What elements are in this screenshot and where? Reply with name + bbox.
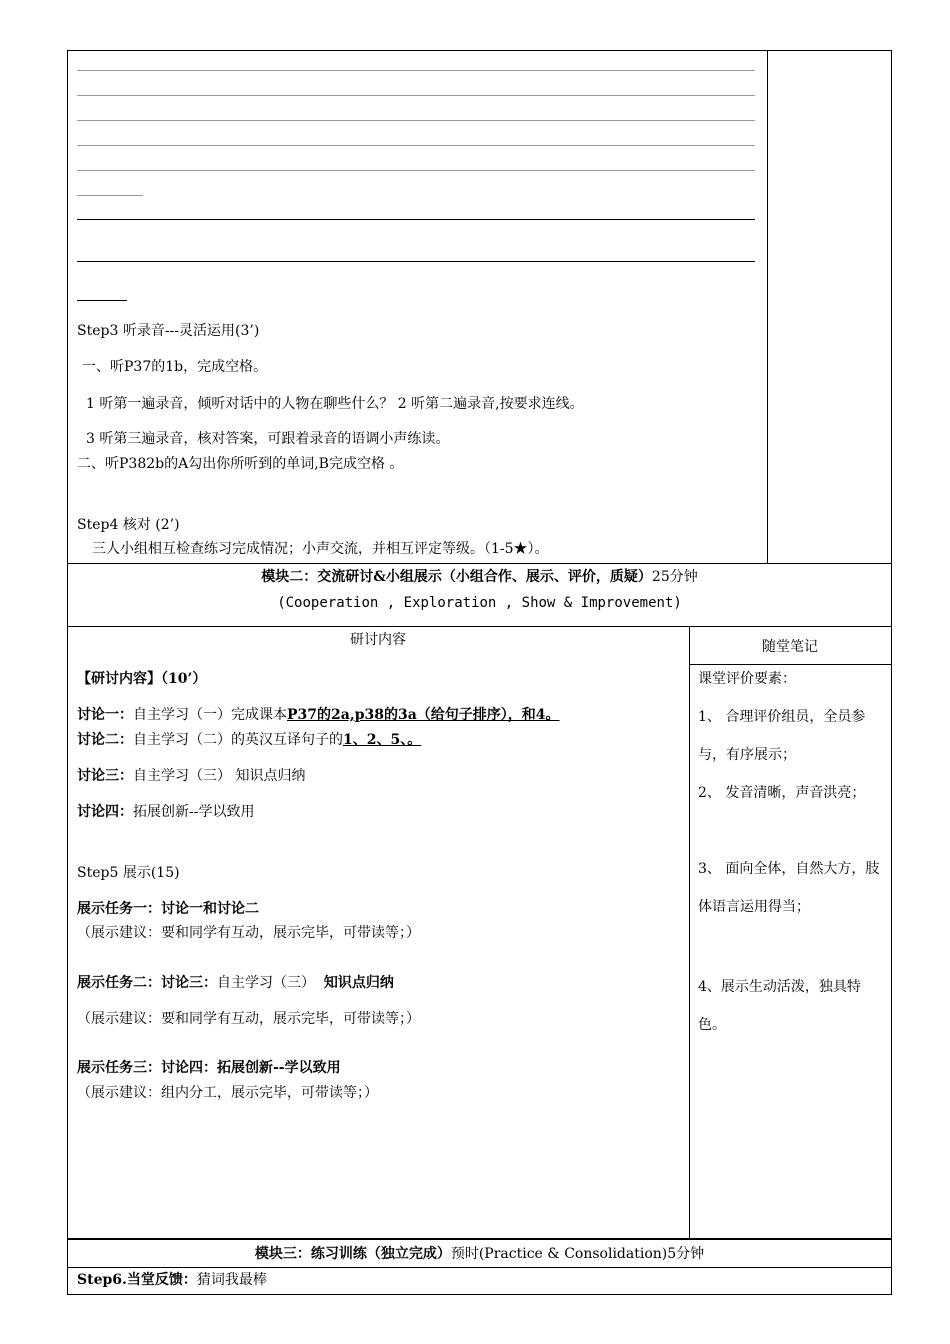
listen-task-1-steps: 1 听第一遍录音，倾听对话中的人物在聊些什么？ 2 听第二遍录音,按要求连线。 (86, 396, 584, 412)
section1-column-divider (767, 50, 768, 563)
writing-line (77, 170, 755, 171)
show-task-2-bold: 知识点归纳 (323, 975, 394, 991)
step4-text: 三人小组相互检查练习完成情况；小声交流，并相互评定等级。（1-5★）。 (92, 541, 549, 557)
table-top-border (67, 50, 892, 51)
listen-task-1: 一、听P37的1b，完成空格。 (82, 359, 268, 375)
discussion-2-underlined: 1、2、5、。 (343, 732, 422, 748)
writing-line (77, 145, 755, 146)
show-task-2-title (77, 974, 394, 992)
module2-column-header-bottom (689, 664, 891, 665)
note-item-2: 2、 发音清晰，声音洪亮； (698, 785, 866, 801)
column-header-notes: 随堂笔记 (762, 639, 818, 655)
step4-title: Step4 核对 (2’) (77, 517, 180, 533)
show-task-2-note: （展示建议：要和同学有互动，展示完毕，可带读等；） (77, 1011, 420, 1027)
show-task-2-label: 展示任务二：讨论三： (77, 975, 217, 991)
section1-bottom-border (67, 563, 892, 564)
discussion-1 (77, 706, 560, 724)
discussion-1-label: 讨论一： (77, 707, 133, 723)
column-header-content: 研讨内容 (350, 632, 406, 648)
writing-line (77, 95, 755, 96)
discussion-3-label: 讨论三： (77, 768, 133, 784)
table-bottom-border (67, 1294, 892, 1295)
module2-column-divider (689, 626, 690, 1238)
module2-subtitle: (Cooperation , Exploration , Show & Improvement) (277, 595, 682, 611)
discussion-4-text: 拓展创新--学以致用 (133, 804, 255, 820)
notes-title: 课堂评价要素： (698, 671, 796, 687)
writing-line (77, 195, 143, 196)
module2-header-bottom (67, 626, 892, 627)
writing-line (77, 219, 755, 220)
module3-header-bottom (67, 1267, 892, 1268)
discussion-3 (77, 767, 305, 785)
step6-text: 猜词我最棒 (196, 1272, 267, 1288)
note-item-4: 4、展示生动活泼，独具特色。 (698, 979, 861, 1033)
table-right-border (891, 50, 892, 1294)
discussion-1-text: 自主学习（一）完成课本 (133, 707, 287, 723)
show-task-3-title: 展示任务三：讨论四：拓展创新--学以致用 (77, 1060, 341, 1076)
show-task-1-title: 展示任务一：讨论一和讨论二 (77, 901, 259, 917)
note-item-1: 1、 合理评价组员，全员参与，有序展示； (698, 709, 866, 763)
discussion-3-text: 自主学习（三） 知识点归纳 (133, 768, 306, 784)
listen-task-2: 二、听P382b的A勾出你所听到的单词,B完成空格 。 (77, 456, 404, 472)
module3-title (67, 1245, 892, 1263)
discussion-2-text: 自主学习（二）的英汉互译句子的 (133, 732, 343, 748)
module3-title-bold: 模块三：练习训练（独立完成） (254, 1246, 451, 1262)
discussion-1-underlined: P37的2a,p38的3a（给句子排序），和4。 (287, 707, 560, 723)
writing-line (77, 120, 755, 121)
module2-title-bold: 模块二：交流研讨&小组展示（小组合作、展示、评价，质疑） (261, 569, 652, 585)
listen-task-1-step3: 3 听第三遍录音，核对答案，可跟着录音的语调小声练读。 (86, 431, 450, 447)
discussion-4-label: 讨论四： (77, 804, 133, 820)
table-left-border (67, 50, 68, 1294)
module3-title-rest: 预时(Practice & Consolidation)5分钟 (450, 1246, 705, 1262)
content-header: 【研讨内容】（10’） (77, 671, 207, 687)
module2-title (67, 568, 892, 586)
discussion-2-label: 讨论二： (77, 732, 133, 748)
step3-title: Step3 听录音---灵活运用(3’) (77, 323, 260, 339)
discussion-4 (77, 803, 254, 821)
step6-label: Step6.当堂反馈： (77, 1272, 197, 1288)
step5-title: Step5 展示(15) (77, 865, 180, 881)
show-task-3-note: （展示建议：组内分工，展示完毕，可带读等；） (77, 1085, 378, 1101)
module2-title-time: 25分钟 (651, 569, 698, 585)
writing-line (77, 300, 127, 301)
discussion-2 (77, 731, 421, 749)
show-task-2-text: 自主学习（三） (217, 975, 315, 991)
writing-line (77, 261, 755, 262)
show-task-1-note: （展示建议：要和同学有互动，展示完毕，可带读等；） (77, 925, 420, 941)
step6 (77, 1271, 267, 1289)
writing-line (77, 70, 755, 71)
note-item-3: 3、 面向全体，自然大方，肢体语言运用得当； (698, 861, 880, 915)
module3-top-border (67, 1238, 892, 1240)
